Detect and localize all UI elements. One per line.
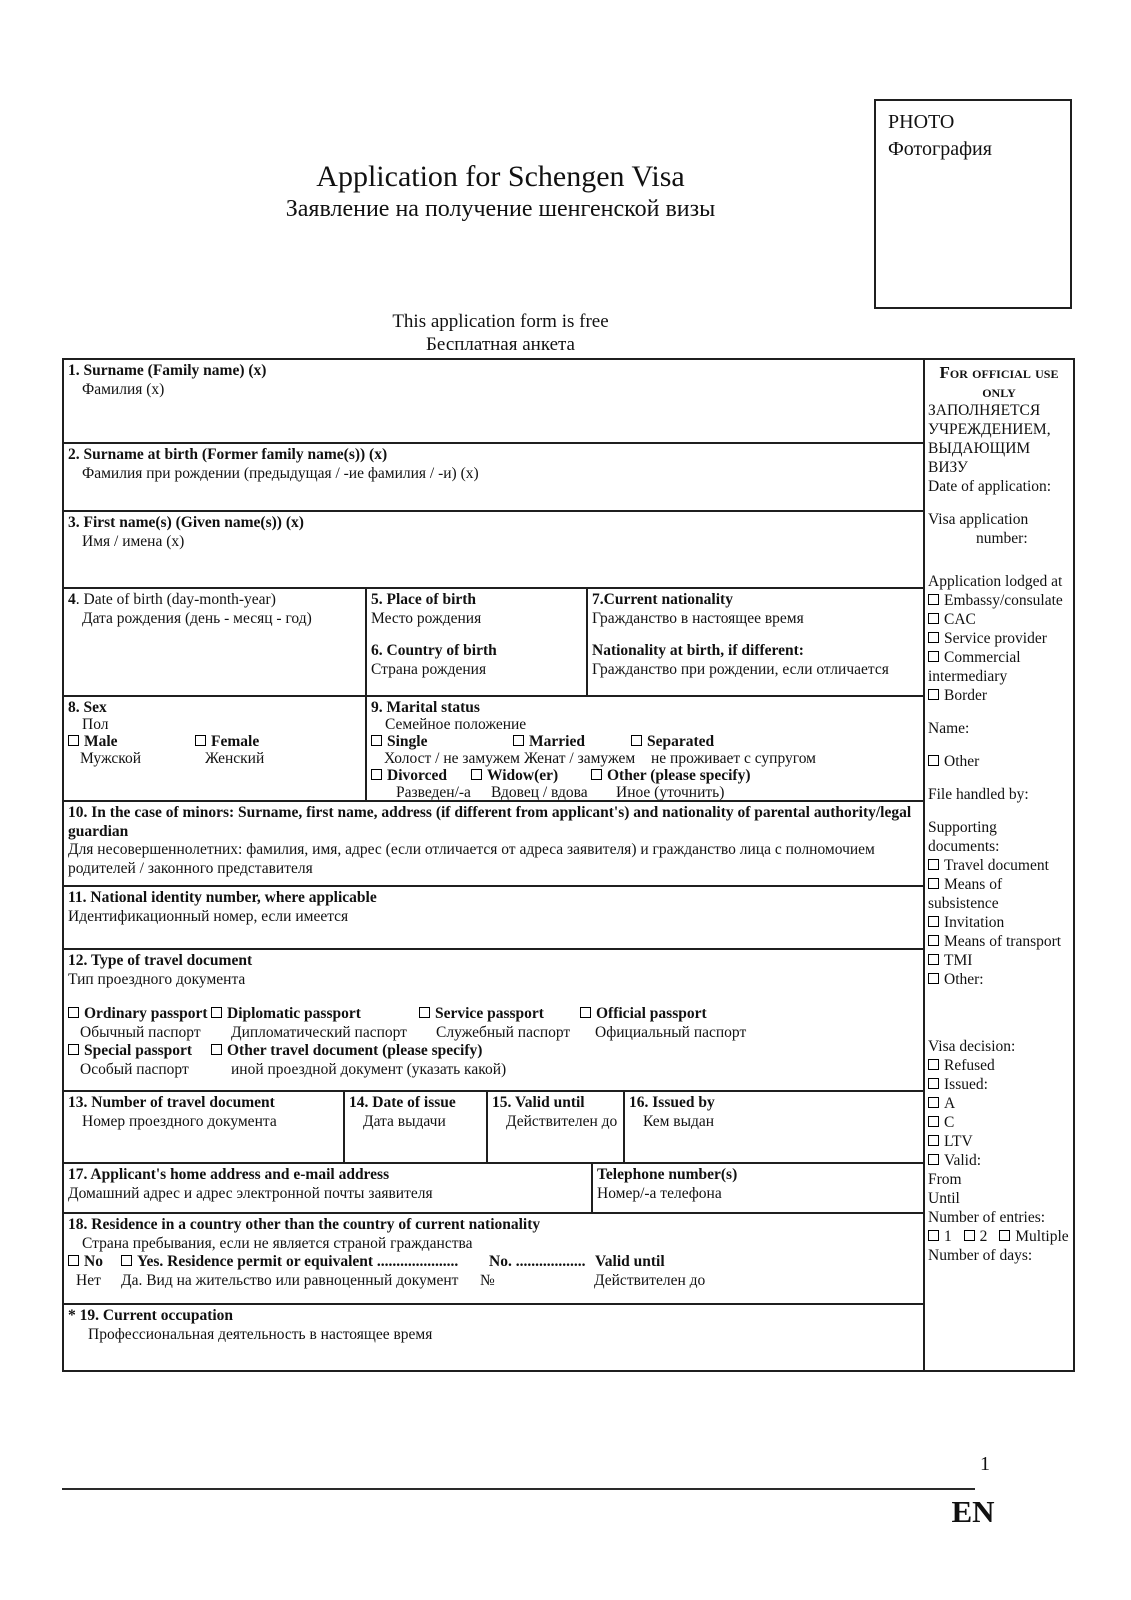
field-8-label-en: 8. Sex (68, 699, 107, 716)
option-female (195, 733, 259, 750)
option-visa-ltv-label: LTV (944, 1133, 973, 1150)
option-sd-travel-document-label: Travel document (944, 857, 1049, 874)
option-widow-ru: Вдовец / вдова (491, 784, 588, 801)
residence-valid-until-ru: Действителен до (594, 1271, 706, 1289)
option-lodged-border (928, 686, 1070, 705)
field-10-label-ru: Для несовершеннолетних: фамилия, имя, адрес (если отличается от адреса заявителя) и гражданство лица с полномочием родителей / законного представителя (68, 841, 875, 877)
option-refused-label: Refused (944, 1057, 995, 1074)
residence-permit-no-label: No. .................. (489, 1253, 586, 1270)
telephone-label-en: Telephone number(s) (597, 1166, 738, 1183)
field-17-label-ru: Домашний адрес и адрес электронной почты заявителя (68, 1184, 433, 1202)
checkbox-widow[interactable] (471, 769, 482, 780)
checkbox-lodged-commercial[interactable] (928, 651, 939, 662)
option-lodged-border-label: Border (944, 687, 988, 704)
official-use-title-ru1: ЗАПОЛНЯЕТСЯ (928, 402, 1041, 419)
option-sd-invitation-label: Invitation (944, 914, 1005, 931)
field-15-label-en: 15. Valid until (492, 1094, 585, 1111)
option-special-passport-label: Special passport (84, 1042, 193, 1059)
footer-rule (62, 1488, 975, 1490)
option-male (68, 733, 195, 750)
option-male-label: Male (84, 733, 118, 750)
option-single-ru: Холост / не замужем (384, 750, 520, 767)
field-14-date-of-issue (345, 1092, 488, 1162)
option-sd-means-subsistence (928, 875, 1070, 913)
checkbox-separated[interactable] (631, 735, 642, 746)
checkbox-entry-multiple[interactable] (999, 1230, 1010, 1241)
checkbox-special-passport[interactable] (68, 1044, 79, 1055)
option-residence-no-ru: Нет (76, 1271, 101, 1289)
checkbox-married[interactable] (513, 735, 524, 746)
free-note-ru: Бесплатная анкета (426, 334, 575, 355)
option-other-travel-document (211, 1042, 482, 1061)
checkbox-sd-invitation[interactable] (928, 916, 939, 927)
field-13-document-number (64, 1092, 345, 1162)
option-lodged-service-provider (928, 629, 1070, 648)
checkbox-single[interactable] (371, 735, 382, 746)
field-5-label-en: 5. Place of birth (371, 591, 477, 608)
title-english: Application for Schengen Visa (316, 160, 685, 193)
field-13-label-en: 13. Number of travel document (68, 1094, 275, 1111)
option-male-ru: Мужской (80, 750, 142, 767)
field-14-label-en: 14. Date of issue (349, 1094, 456, 1111)
free-note-en: This application form is free (392, 311, 609, 332)
checkbox-lodged-cac[interactable] (928, 613, 939, 624)
option-widow (471, 767, 591, 784)
option-residence-yes-ru: Да. Вид на жительство или равноценный документ (121, 1271, 459, 1289)
option-sd-means-subsistence-label: Means of subsistence (928, 876, 1003, 912)
option-separated (631, 733, 714, 750)
telephone-label-ru: Номер/-а телефона (597, 1184, 722, 1202)
checkbox-issued[interactable] (928, 1078, 939, 1089)
checkbox-refused[interactable] (928, 1059, 939, 1070)
option-visa-c-label: C (944, 1114, 955, 1131)
official-use-title-ru3: ВЫДАЮЩИМ ВИЗУ (928, 440, 1031, 476)
option-single (371, 733, 513, 750)
row-address-telephone (64, 1164, 923, 1214)
official-use-title-ru2: УЧРЕЖДЕНИЕМ, (928, 421, 1051, 438)
option-divorced-label: Divorced (387, 767, 447, 784)
field-10-minors (64, 802, 923, 887)
field-19-current-occupation (64, 1305, 923, 1374)
field-19-label-en: * 19. Current occupation (68, 1307, 234, 1324)
option-service-passport-ru: Служебный паспорт (436, 1023, 571, 1041)
field-9-label-ru: Семейное положение (385, 716, 527, 733)
option-ordinary-passport-ru: Обычный паспорт (80, 1023, 201, 1041)
field-17-home-address (64, 1164, 593, 1212)
option-married-ru: Женат / замужем (524, 750, 636, 767)
field-18-label-en: 18. Residence in a country other than the country of current nationality (68, 1216, 541, 1233)
field-19-label-ru: Профессиональная деятельность в настоящее время (88, 1325, 433, 1343)
option-residence-no (68, 1253, 121, 1272)
option-lodged-embassy (928, 591, 1070, 610)
file-handled-by-label: File handled by: (928, 786, 1029, 803)
option-other-marital-label: Other (please specify) (607, 767, 751, 784)
option-ordinary-passport-label: Ordinary passport (84, 1005, 208, 1022)
checkbox-service-passport[interactable] (419, 1007, 430, 1018)
number-of-entries-label: Number of entries: (928, 1209, 1046, 1226)
option-ordinary-passport (68, 1005, 211, 1024)
field-9-label-en: 9. Marital status (371, 699, 480, 716)
option-married (513, 733, 631, 750)
checkbox-sd-travel-document[interactable] (928, 859, 939, 870)
visa-application-number-label-2: number: (976, 530, 1028, 547)
official-use-title-line1: For official use (939, 363, 1059, 382)
photo-label-ru: Фотография (888, 138, 992, 160)
option-female-label: Female (211, 733, 260, 750)
option-issued-label: Issued: (944, 1076, 988, 1093)
application-form-table (62, 358, 1075, 1372)
option-sd-other-label: Other: (944, 971, 984, 988)
form-left-column (64, 360, 925, 1370)
field-3-label-en: 3. First name(s) (Given name(s)) (x) (68, 514, 304, 531)
checkbox-sd-means-transport[interactable] (928, 935, 939, 946)
residence-permit-no-ru: № (480, 1271, 495, 1289)
option-single-label: Single (387, 733, 428, 750)
option-lodged-commercial-label: Commercial intermediary (928, 649, 1021, 685)
option-valid-label: Valid: (944, 1152, 982, 1169)
field-2-surname-at-birth (64, 444, 923, 512)
option-divorced-ru: Разведен/-а (396, 784, 471, 801)
option-sd-tmi (928, 951, 1070, 970)
field-12-label-en: 12. Type of travel document (68, 952, 253, 969)
row-birth-nationality (64, 589, 923, 697)
option-special-passport (68, 1042, 211, 1061)
option-sd-travel-document (928, 856, 1070, 875)
option-lodged-commercial (928, 648, 1070, 686)
option-other-travel-document-ru: иной проездной документ (указать какой) (231, 1060, 507, 1078)
field-11-label-ru: Идентификационный номер, если имеется (68, 907, 349, 925)
checkbox-lodged-embassy[interactable] (928, 594, 939, 605)
photo-box (874, 99, 1072, 309)
field-17-label-en: 17. Applicant's home address and e-mail address (68, 1166, 390, 1183)
field-17-telephone (593, 1164, 923, 1212)
option-official-passport-label: Official passport (596, 1005, 707, 1022)
option-visa-a (928, 1094, 1070, 1113)
option-widow-label: Widow(er) (487, 767, 559, 784)
field-4-number: 4 (68, 591, 76, 608)
language-code: EN (951, 1494, 995, 1529)
field-14-label-ru: Дата выдачи (363, 1112, 446, 1130)
option-refused (928, 1056, 1070, 1075)
checkbox-residence-no[interactable] (68, 1255, 79, 1266)
field-11-national-id (64, 887, 923, 950)
field-16-issued-by (625, 1092, 923, 1162)
option-entry-1-label: 1 (944, 1228, 952, 1245)
field-1-label-en: 1. Surname (Family name) (x) (68, 362, 267, 379)
field-13-label-ru: Номер проездного документа (82, 1112, 277, 1130)
field-15-valid-until (488, 1092, 625, 1162)
option-issued (928, 1075, 1070, 1094)
option-lodged-other-label: Other (944, 753, 980, 770)
option-divorced (371, 767, 471, 784)
title-russian: Заявление на получение шенгенской визы (285, 196, 716, 222)
field-5-label-ru: Место рождения (371, 609, 482, 627)
field-10-label-en: 10. In the case of minors: Surname, first name, address (if different from applicant's) and nationality of parental authority/legal guardian (68, 804, 912, 840)
visa-decision-label: Visa decision: (928, 1038, 1016, 1055)
option-entry-2-label: 2 (979, 1228, 988, 1245)
checkbox-residence-yes[interactable] (121, 1255, 132, 1266)
field-4-label-en (68, 591, 361, 610)
option-special-passport-ru: Особый паспорт (80, 1060, 189, 1078)
option-sd-invitation (928, 913, 1070, 932)
field-7b-label-ru: Гражданство при рождении, если отличается (592, 660, 889, 678)
field-5-6-place-country-of-birth (367, 589, 588, 695)
option-residence-no-label: No (84, 1253, 103, 1270)
option-visa-ltv (928, 1132, 1070, 1151)
checkbox-lodged-service-provider[interactable] (928, 632, 939, 643)
option-separated-ru: не проживает с супругом (651, 750, 816, 767)
option-residence-yes (121, 1253, 489, 1272)
field-7-nationality (588, 589, 923, 695)
free-note (0, 310, 1001, 356)
field-3-label-ru: Имя / имена (x) (82, 532, 185, 550)
checkbox-diplomatic-passport[interactable] (211, 1007, 222, 1018)
application-lodged-at-label: Application lodged at (928, 573, 1063, 590)
field-12-label-ru: Тип проездного документа (68, 970, 246, 988)
field-11-label-en: 11. National identity number, where applicable (68, 889, 377, 906)
option-visa-a-label: A (944, 1095, 956, 1112)
option-other-travel-document-label: Other travel document (please specify) (227, 1042, 483, 1059)
option-sd-other (928, 970, 1070, 989)
field-3-first-names (64, 512, 923, 589)
checkbox-visa-a[interactable] (928, 1097, 939, 1108)
checkbox-visa-c[interactable] (928, 1116, 939, 1127)
option-official-passport-ru: Официальный паспорт (595, 1023, 747, 1041)
field-16-label-en: 16. Issued by (629, 1094, 715, 1111)
field-2-label-ru: Фамилия при рождении (предыдущая / -ие фамилия / -и) (x) (82, 464, 479, 482)
entries-options (928, 1227, 1070, 1246)
checkbox-sd-other[interactable] (928, 973, 939, 984)
field-15-label-ru: Действителен до (506, 1112, 618, 1130)
valid-until-label: Until (928, 1190, 960, 1207)
option-separated-label: Separated (647, 733, 715, 750)
supporting-documents-label: Supporting documents: (928, 819, 1000, 855)
checkbox-other-travel-document[interactable] (211, 1044, 222, 1055)
official-use-title-line2: only (982, 382, 1016, 401)
field-7-label-en: 7.Current nationality (592, 591, 733, 608)
option-lodged-service-provider-label: Service provider (944, 630, 1047, 647)
field-12-travel-document-type (64, 950, 923, 1092)
page-number: 1 (980, 1453, 990, 1475)
checkbox-visa-ltv[interactable] (928, 1135, 939, 1146)
option-official-passport (580, 1005, 707, 1024)
checkbox-entry-1[interactable] (928, 1230, 939, 1241)
option-diplomatic-passport-label: Diplomatic passport (227, 1005, 361, 1022)
option-entry-multiple-label: Multiple (1015, 1228, 1069, 1245)
form-title (0, 160, 1001, 224)
checkbox-lodged-other[interactable] (928, 755, 939, 766)
option-diplomatic-passport (211, 1005, 419, 1024)
field-4-text: . Date of birth (day-month-year) (75, 591, 276, 608)
valid-from-label: From (928, 1171, 962, 1188)
option-diplomatic-passport-ru: Дипломатический паспорт (231, 1023, 407, 1041)
option-other-marital (591, 767, 751, 784)
checkbox-ordinary-passport[interactable] (68, 1007, 79, 1018)
official-use-column (923, 360, 1075, 1370)
field-7-label-ru: Гражданство в настоящее время (592, 609, 804, 627)
field-9-marital-status (367, 697, 923, 800)
visa-application-number-label-1: Visa application (928, 511, 1029, 528)
option-female-ru: Женский (205, 750, 265, 767)
date-of-application-label: Date of application: (928, 478, 1052, 495)
row-sex-marital (64, 697, 923, 802)
checkbox-sd-tmi[interactable] (928, 954, 939, 965)
option-sd-means-transport (928, 932, 1070, 951)
option-sd-means-transport-label: Means of transport (944, 933, 1062, 950)
checkbox-female[interactable] (195, 735, 206, 746)
option-lodged-cac-label: CAC (944, 611, 976, 628)
checkbox-sd-means-subsistence[interactable] (928, 878, 939, 889)
field-1-label-ru: Фамилия (x) (82, 380, 165, 398)
row-travel-document-details (64, 1092, 923, 1164)
checkbox-entry-2[interactable] (964, 1230, 975, 1241)
option-lodged-cac (928, 610, 1070, 629)
option-residence-yes-label: Yes. Residence permit or equivalent ..................... (137, 1253, 459, 1270)
field-1-surname (64, 360, 923, 444)
field-8-label-ru: Пол (82, 716, 109, 733)
checkbox-lodged-border[interactable] (928, 689, 939, 700)
number-of-days-label: Number of days: (928, 1247, 1033, 1264)
name-label: Name: (928, 720, 970, 737)
field-16-label-ru: Кем выдан (643, 1112, 715, 1130)
option-other-marital-ru: Иное (уточнить) (616, 784, 725, 801)
field-6-label-en: 6. Country of birth (371, 642, 497, 659)
field-7b-label-en: Nationality at birth, if different: (592, 642, 804, 659)
field-18-residence-other-country (64, 1214, 923, 1305)
field-4-date-of-birth (64, 589, 367, 695)
option-valid (928, 1151, 1070, 1170)
option-sd-tmi-label: TMI (944, 952, 973, 969)
field-2-label-en: 2. Surname at birth (Former family name(s)) (x) (68, 446, 388, 463)
field-6-label-ru: Страна рождения (371, 660, 487, 678)
checkbox-valid[interactable] (928, 1154, 939, 1165)
checkbox-divorced[interactable] (371, 769, 382, 780)
photo-label-en: PHOTO (888, 111, 955, 133)
checkbox-male[interactable] (68, 735, 79, 746)
field-18-label-ru: Страна пребывания, если не является страной гражданства (82, 1234, 473, 1252)
option-lodged-other (928, 752, 1070, 771)
option-married-label: Married (529, 733, 585, 750)
field-4-label-ru: Дата рождения (день - месяц - год) (82, 609, 312, 627)
option-service-passport-label: Service passport (435, 1005, 544, 1022)
field-8-sex (64, 697, 367, 800)
option-lodged-embassy-label: Embassy/consulate (944, 592, 1063, 609)
residence-valid-until-label: Valid until (595, 1253, 665, 1270)
checkbox-official-passport[interactable] (580, 1007, 591, 1018)
option-service-passport (419, 1005, 580, 1024)
checkbox-other-marital[interactable] (591, 769, 602, 780)
option-visa-c (928, 1113, 1070, 1132)
